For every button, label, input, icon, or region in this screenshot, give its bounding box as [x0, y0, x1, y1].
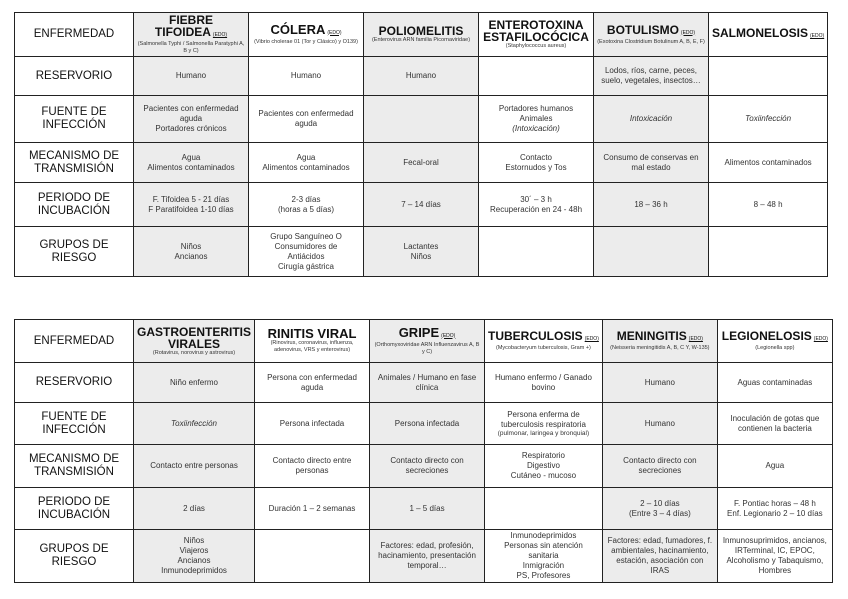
pathogen-note: (Vibrio cholerae 01 (Tor y Clásico) y O139): [254, 38, 358, 45]
row-label-enfermedad: ENFERMEDAD: [15, 320, 134, 363]
cell-periodo: 7 – 14 días: [364, 183, 479, 227]
cell-line: Pacientes con enfermedad aguda: [143, 104, 239, 123]
cell-line: Alimentos contaminados: [147, 162, 235, 172]
disease-name: FIEBRE TIFOIDEA: [154, 13, 213, 39]
cell-grupos: [255, 530, 370, 583]
cell-grupos: [134, 227, 249, 277]
cell-fuente: Toxiinfección: [134, 403, 255, 445]
cell-line: Niños: [183, 536, 205, 545]
cell-line: Persona enferma de tuberculosis respiratoria: [500, 409, 586, 429]
row-label-mecanismo: MECANISMO DE TRANSMISIÓN: [15, 445, 134, 488]
row-label-mecanismo: MECANISMO DE TRANSMISIÓN: [15, 143, 134, 183]
pathogen-note: (Neisseria meningitidis A, B, C Y, W-135): [610, 345, 710, 351]
cell-reservorio: Humano: [602, 363, 717, 403]
disease-name: SALMONELOSIS: [712, 26, 809, 40]
cell-fuente: Inoculación de gotas que contienen la bacteria: [717, 403, 832, 445]
cell-fuente: [485, 403, 603, 445]
row-label-periodo: PERIODO DE INCUBACIÓN: [15, 183, 134, 227]
cell-line: Cutáneo - mucoso: [510, 471, 577, 480]
cell-grupos: Inmunosuprimidos, ancianos, IRTerminal, IC, EPOC, Alcoholismo y Tabaquismo, Hombres: [717, 530, 832, 583]
pathogen-note: (Rotavirus, norovirus y astrovirus): [152, 349, 236, 356]
cell-mecanismo: Contacto entre personas: [134, 445, 255, 488]
cell-line: Contacto: [519, 152, 553, 162]
row-label-enfermedad: ENFERMEDAD: [15, 13, 134, 57]
cell-line: Ancianos: [174, 251, 208, 261]
cell-line: Recuperación en 24 - 48h: [489, 204, 583, 214]
disease-table-1: [14, 12, 828, 277]
edo-tag: (EDO): [327, 29, 342, 36]
header-fiebre-tifoidea: [134, 13, 249, 57]
header-gripe: [370, 320, 485, 363]
cell-line: Niños: [410, 251, 432, 261]
cell-line: Agua: [296, 152, 316, 162]
cell-periodo: [717, 488, 832, 530]
header-enterotoxina: [479, 13, 594, 57]
cell-mecanismo: [249, 143, 364, 183]
cell-grupos: [479, 227, 594, 277]
row-label-grupos: GRUPOS DE RIESGO: [15, 530, 134, 583]
disease-name: GASTROENTERITIS VIRALES: [137, 324, 252, 351]
cell-reservorio: Persona con enfermedad aguda: [255, 363, 370, 403]
header-legionelosis: [717, 320, 832, 363]
header-rinitis-viral: [255, 320, 370, 363]
cell-line: 30´ – 3 h: [520, 194, 552, 204]
cell-periodo: [249, 183, 364, 227]
disease-table-2: [14, 319, 833, 583]
cell-line: F Paratifoidea 1-10 días: [148, 204, 234, 214]
cell-mecanismo: [485, 445, 603, 488]
cell-line: Inmunodeprimidos: [161, 566, 227, 575]
cell-reservorio: Humano enfermo / Ganado bovino: [485, 363, 603, 403]
cell-fuente: Persona infectada: [370, 403, 485, 445]
row-label-fuente: FUENTE DE INFECCIÓN: [15, 403, 134, 445]
cell-periodo: 18 – 36 h: [594, 183, 709, 227]
cell-periodo: 8 – 48 h: [709, 183, 828, 227]
edo-tag: (EDO): [212, 32, 228, 38]
cell-line: Alimentos contaminados: [262, 162, 350, 172]
header-meningitis: [602, 320, 717, 363]
cell-reservorio: Lodos, ríos, carne, peces, suelo, vegetales, insectos…: [594, 57, 709, 96]
cell-grupos: [249, 227, 364, 277]
cell-line: Digestivo: [526, 461, 560, 470]
cell-line: Personas sin atención sanitaria: [504, 541, 583, 560]
cell-periodo: 1 – 5 días: [370, 488, 485, 530]
cell-line: Portadores humanos: [498, 104, 574, 113]
cell-grupos: [594, 227, 709, 277]
cell-fuente: [479, 96, 594, 143]
pathogen-note: (Mycobacteryum tuberculosis, Gram +): [495, 345, 591, 351]
cell-line: Agua: [181, 152, 201, 162]
pathogen-note: (Orthomyxoviridae ARN Influenzavirus A, B y C): [374, 341, 480, 355]
cell-mecanismo: Contacto directo con secreciones: [602, 445, 717, 488]
cell-line: Pacientes con enfermedad aguda: [258, 109, 354, 128]
cell-line: Grupo Sanguíneo O: [270, 231, 342, 241]
cell-line: Niños: [180, 241, 202, 251]
cell-fuente: [134, 96, 249, 143]
disease-name: RINITIS VIRAL: [267, 326, 357, 341]
cell-mecanismo: Alimentos contaminados: [709, 143, 828, 183]
cell-mecanismo: [479, 143, 594, 183]
disease-name: TUBERCULOSIS: [488, 329, 583, 343]
cell-line: (Intoxicación): [512, 124, 560, 133]
cell-line: Consumidores de: [274, 241, 338, 251]
cell-reservorio: Niño enfermo: [134, 363, 255, 403]
cell-mecanismo: [134, 143, 249, 183]
cell-line: 2-3 días: [291, 194, 321, 204]
cell-periodo: [485, 488, 603, 530]
cell-line: 2 – 10 días: [640, 498, 680, 508]
cell-line: PS, Profesores: [516, 571, 571, 580]
cell-fuente: Humano: [602, 403, 717, 445]
cell-line: Inmigración: [522, 561, 565, 570]
header-tuberculosis: [485, 320, 603, 363]
disease-name: LEGIONELOSIS: [721, 329, 812, 343]
disease-name: GRIPE: [398, 324, 440, 340]
edo-tag: (EDO): [813, 336, 828, 342]
cell-periodo: [479, 183, 594, 227]
cell-fuente: Intoxicación: [594, 96, 709, 143]
row-label-periodo: PERIODO DE INCUBACIÓN: [15, 488, 134, 530]
cell-mecanismo: Agua: [717, 445, 832, 488]
cell-fuente: Persona infectada: [255, 403, 370, 445]
disease-name: BOTULISMO: [606, 22, 679, 37]
pathogen-note: (Rinovirus, coronavirus, influenza, adenovirus, VRS y enterovirus): [270, 340, 354, 353]
cell-periodo: [602, 488, 717, 530]
cell-line: Estornudos y Tos: [505, 162, 567, 172]
row-label-reservorio: RESERVORIO: [15, 363, 134, 403]
cell-line: Viajeros: [179, 546, 209, 555]
header-salmonelosis: [709, 13, 828, 57]
cell-grupos: [134, 530, 255, 583]
cell-line: (pulmonar, laringea y bronquial): [497, 429, 590, 437]
cell-line: Ancianos: [177, 556, 211, 565]
cell-grupos: Factores: edad, fumadores, f. ambientales, hacinamiento, estación, asociación con IRAS: [602, 530, 717, 583]
cell-reservorio: Aguas contaminadas: [717, 363, 832, 403]
row-label-fuente: FUENTE DE INFECCIÓN: [15, 96, 134, 143]
cell-line: (horas a 5 días): [277, 204, 335, 214]
cell-periodo: [134, 183, 249, 227]
pathogen-note: (Legionella spp): [755, 345, 795, 351]
disease-name: MENINGITIS: [616, 329, 687, 343]
cell-reservorio: Humano: [134, 57, 249, 96]
pathogen-note: (Exotoxina Clostridium Botulinum A, B, E, F): [597, 38, 705, 45]
cell-mecanismo: Fecal-oral: [364, 143, 479, 183]
cell-line: Antiácidos: [287, 251, 325, 261]
cell-line: (Entre 3 – 4 días): [628, 508, 691, 518]
cell-line: Lactantes: [403, 241, 439, 251]
pathogen-note: (Staphylococcus aureus): [505, 43, 567, 49]
disease-name: CÓLERA: [270, 21, 326, 37]
cell-line: Portadores crónicos: [155, 124, 227, 133]
cell-fuente: Toxiinfección: [709, 96, 828, 143]
cell-reservorio: Humano: [364, 57, 479, 96]
row-label-grupos: GRUPOS DE RIESGO: [15, 227, 134, 277]
cell-line: Enf. Legionario 2 – 10 días: [727, 508, 823, 518]
row-label-reservorio: RESERVORIO: [15, 57, 134, 96]
header-colera: [249, 13, 364, 57]
cell-mecanismo: Contacto directo con secreciones: [370, 445, 485, 488]
cell-mecanismo: Consumo de conservas en mal estado: [594, 143, 709, 183]
cell-grupos: Factores: edad, profesión, hacinamiento, presentación temporal…: [370, 530, 485, 583]
disease-name: POLIOMELITIS: [378, 24, 464, 38]
header-gastroenteritis: [134, 320, 255, 363]
cell-line: F. Pontiac horas – 48 h: [733, 498, 816, 508]
cell-line: Inmunodeprimidos: [510, 531, 577, 540]
edo-tag: (EDO): [680, 29, 696, 36]
cell-reservorio: Humano: [249, 57, 364, 96]
cell-line: F. Tifoidea 5 - 21 días: [152, 194, 230, 204]
cell-mecanismo: Contacto directo entre personas: [255, 445, 370, 488]
header-botulismo: [594, 13, 709, 57]
edo-tag: (EDO): [584, 336, 599, 342]
pathogen-note: (Salmonella Typhi / Salmonella Paratyphi A, B y C): [137, 41, 245, 54]
cell-periodo: 2 días: [134, 488, 255, 530]
cell-fuente: [364, 96, 479, 143]
cell-line: Cirugía gástrica: [277, 261, 335, 271]
pathogen-note: (Enterovirus ARN familia Picornaviridae): [371, 37, 471, 43]
cell-grupos: [709, 227, 828, 277]
cell-reservorio: [709, 57, 828, 96]
disease-name: ENTEROTOXINA ESTAFILOCÓCICA: [483, 18, 589, 44]
cell-line: Respiratorio: [521, 451, 565, 460]
cell-reservorio: [479, 57, 594, 96]
edo-tag: (EDO): [441, 332, 456, 339]
edo-tag: (EDO): [810, 33, 825, 39]
cell-line: Animales: [519, 114, 553, 123]
edo-tag: (EDO): [688, 336, 703, 342]
cell-periodo: Duración 1 – 2 semanas: [255, 488, 370, 530]
cell-reservorio: Animales / Humano en fase clínica: [370, 363, 485, 403]
header-poliomelitis: [364, 13, 479, 57]
cell-grupos: [364, 227, 479, 277]
cell-grupos: [485, 530, 603, 583]
cell-fuente: [249, 96, 364, 143]
